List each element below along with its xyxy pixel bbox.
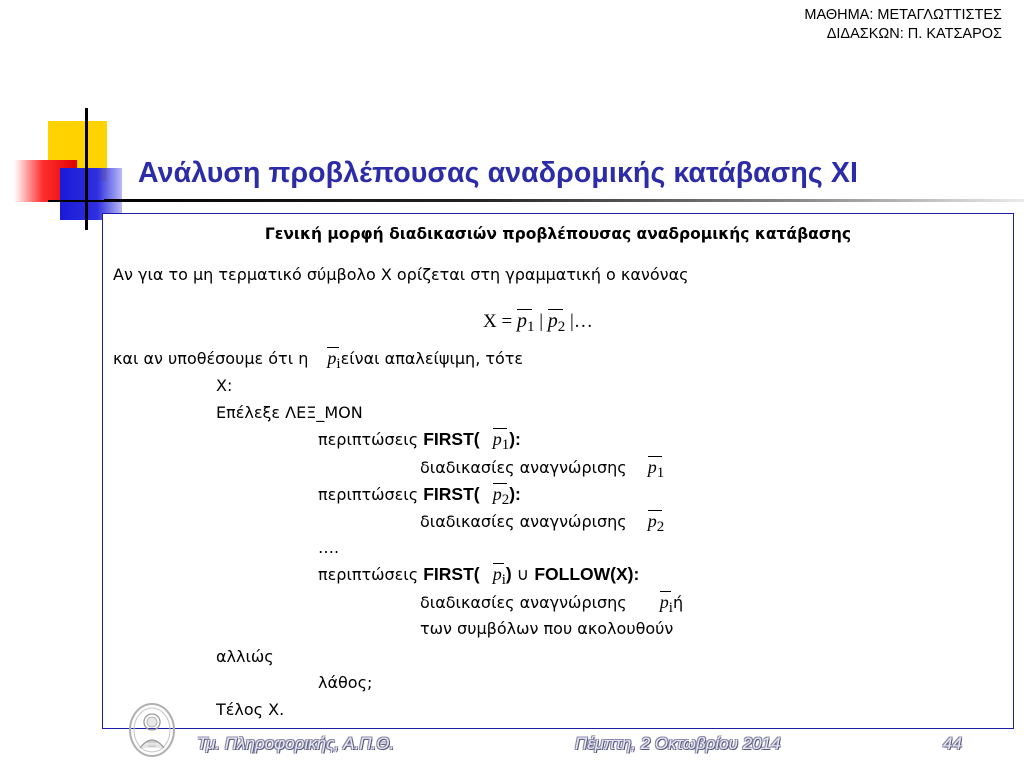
proc-name: X: — [216, 376, 233, 395]
content-box — [102, 213, 1014, 729]
decor-vertical-line — [85, 108, 88, 230]
university-seal-icon — [128, 702, 176, 758]
eq-equals: = — [501, 311, 513, 332]
else-line: αλλιώς — [216, 647, 274, 666]
case-2-line: περιπτώσεις FIRST( $p_2$): — [318, 484, 521, 508]
eq-lhs: X — [483, 311, 497, 332]
teacher-name: ΔΙΔΑΣΚΩΝ: Π. ΚΑΤΣΑΡΟΣ — [826, 26, 1002, 42]
end-line: Τέλος Χ. — [216, 700, 285, 719]
title-underline — [104, 199, 1024, 202]
ellipsis-line: …. — [318, 538, 340, 557]
intro-line: Αν για το μη τερματικό σύμβολο Χ ορίζεται στη γραμματική ο κανόνας — [113, 265, 689, 284]
p-2-term: $p_2$ — [492, 484, 510, 508]
footer-date: Πέμπτη, 2 Οκτωβρίου 2014 — [575, 734, 781, 753]
footer-page-number: 44 — [943, 734, 962, 753]
recognize-1-line: διαδικασίες αναγνώρισης $p_1$ — [420, 457, 665, 481]
course-header — [804, 6, 1002, 44]
p-i-recognize: $p_i$ — [659, 592, 673, 616]
p-1-recognize: $p_1$ — [647, 457, 665, 481]
footer-department: Τμ. Πληροφορικής, Α.Π.Θ. — [197, 734, 395, 753]
course-name: ΜΑΘΗΜΑ: ΜΕΤΑΓΛΩΤΤΙΣΤΕΣ — [804, 7, 1002, 23]
eq-term-1: $p_1$ — [516, 310, 535, 335]
recognize-i-line: διαδικασίες αναγνώρισης $p_iή$ — [420, 592, 684, 616]
case-1-line: περιπτώσεις FIRST( $p_1$): — [318, 429, 521, 453]
case-i-line: περιπτώσεις FIRST( $p_i$) ∪ FOLLOW(X): — [318, 564, 640, 588]
eq-tail: |… — [570, 311, 593, 332]
recognize-2-line: διαδικασίες αναγνώρισης $p_2$ — [420, 511, 665, 535]
recognize-i-continuation: των συμβόλων που ακολουθούν — [420, 619, 674, 638]
box-heading: Γενική μορφή διαδικασιών προβλέπουσας αναδρομικής κατάβασης — [264, 225, 852, 243]
p-1-term: $p_1$ — [492, 429, 510, 453]
p-i-term: $p_i$ — [327, 348, 341, 372]
p-2-recognize: $p_2$ — [647, 511, 665, 535]
error-line: λάθος; — [318, 673, 373, 692]
slide-title: Ανάλυση προβλέπουσας αναδρομικής κατάβασης XI — [138, 157, 858, 189]
grammar-rule-equation — [483, 310, 593, 336]
eq-separator: | — [539, 311, 544, 332]
eq-term-2: $p_2$ — [547, 310, 566, 335]
assumption-line: και αν υποθέσουμε ότι η $p_i\varepsilon ί\nu\alpha\iota$ απαλείψιμη, τότε — [113, 348, 524, 372]
select-line: Επέλεξε ΛΕΞ_ΜΟΝ — [216, 403, 363, 422]
p-i-first-term: $p_i$ — [492, 564, 506, 588]
